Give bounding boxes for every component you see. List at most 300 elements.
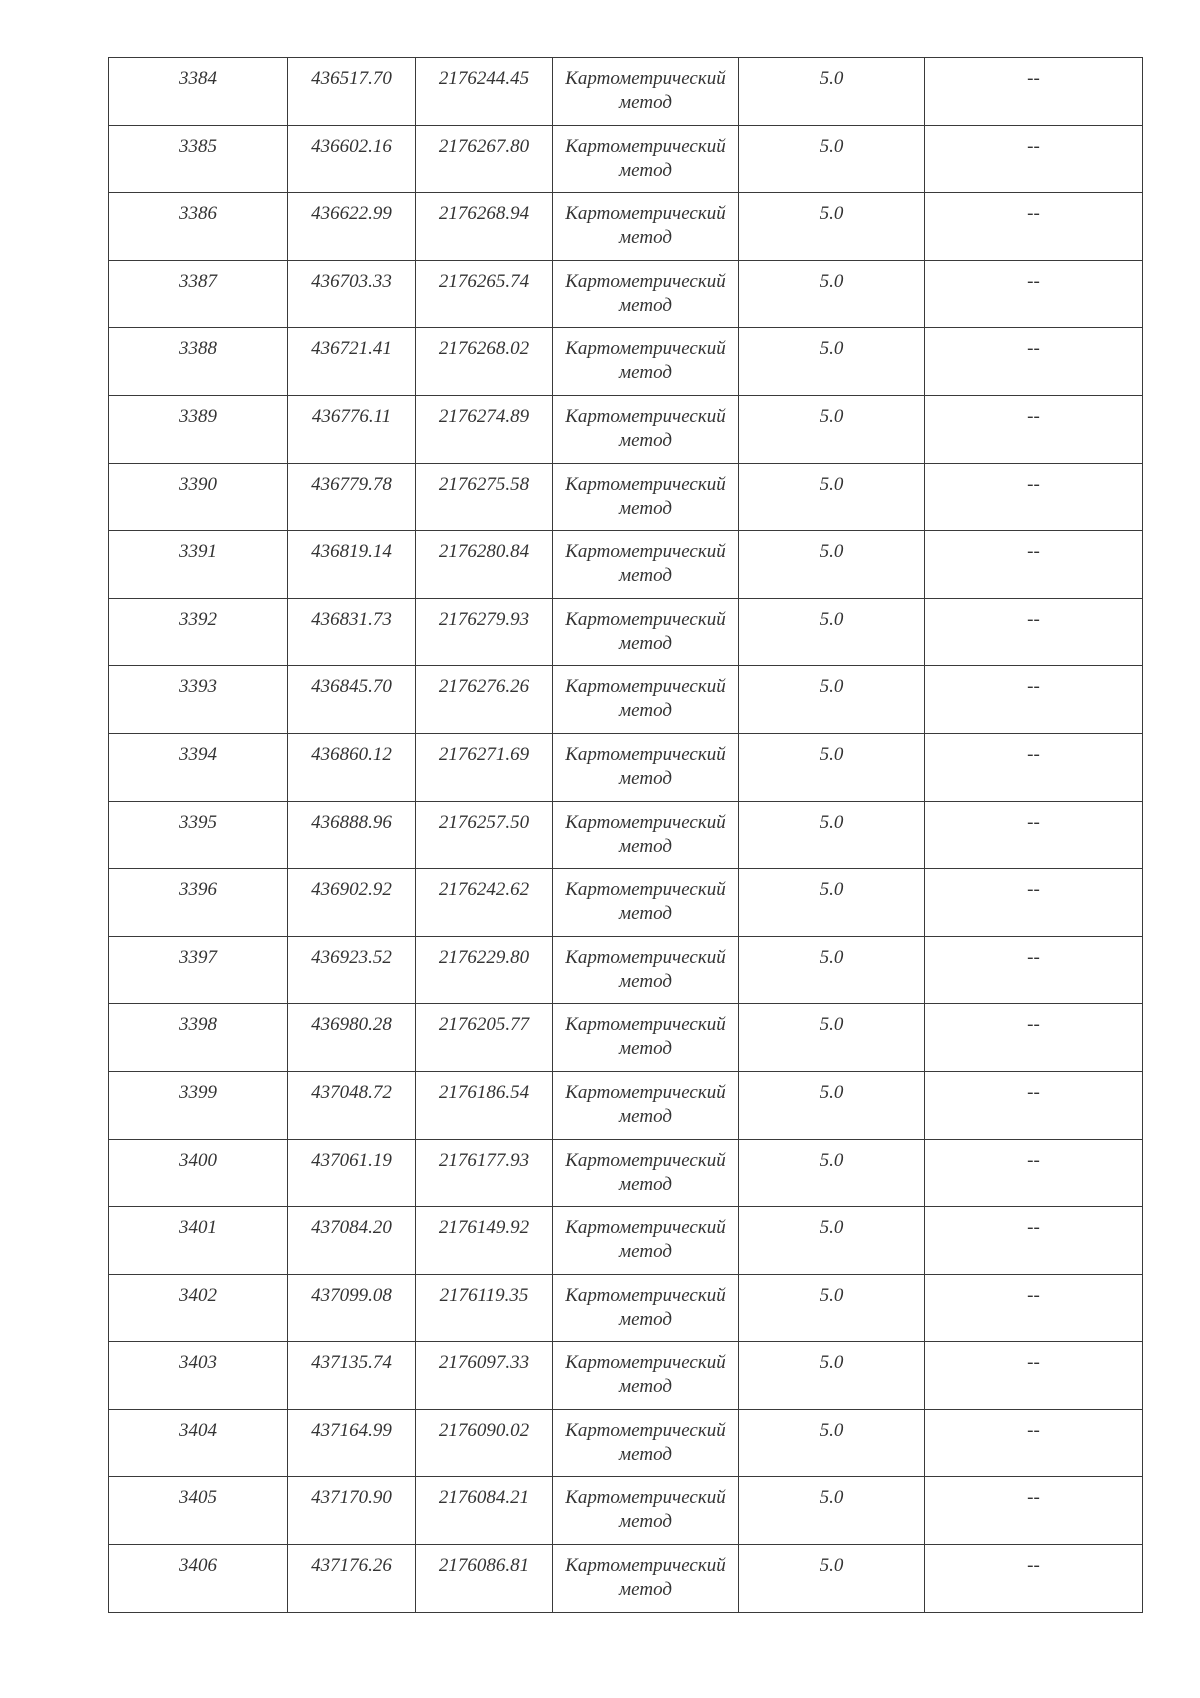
- method-method-line1-text: Картометрический: [565, 1284, 726, 1306]
- x-coordinate-text: 436779.78: [311, 473, 392, 495]
- point-number-text: 3397: [179, 946, 217, 968]
- description-text: --: [1027, 203, 1040, 225]
- table-row: [109, 1477, 1143, 1545]
- description-cell: [925, 1409, 1143, 1477]
- method-cell: [553, 1139, 739, 1207]
- accuracy-text: 5.0: [819, 270, 844, 292]
- y-coordinate-cell: [416, 463, 553, 531]
- point-number-text: 3399: [179, 1081, 217, 1103]
- method-method-line2-text: метод: [619, 294, 672, 316]
- point-number-text: 3396: [179, 879, 217, 901]
- method-cell: [553, 666, 739, 734]
- x-coordinate-cell: [288, 328, 416, 396]
- method-cell: [553, 936, 739, 1004]
- point-number-text: 3393: [179, 676, 217, 698]
- description-text: --: [1027, 338, 1040, 360]
- method-method-line1-text: Картометрический: [565, 811, 726, 833]
- point-number-text: 3401: [179, 1217, 217, 1239]
- description-text: --: [1027, 1555, 1040, 1577]
- point-number-text: 3392: [179, 608, 217, 630]
- method-method-line1-text: Картометрический: [565, 68, 726, 89]
- x-coordinate-text: 437099.08: [311, 1284, 392, 1306]
- point-number-cell: [109, 125, 288, 193]
- description-cell: [925, 1274, 1143, 1342]
- description-cell: [925, 936, 1143, 1004]
- accuracy-cell: [739, 733, 925, 801]
- method-method-line2-text: метод: [619, 835, 672, 857]
- table-row: [109, 58, 1143, 126]
- x-coordinate-cell: [288, 1342, 416, 1410]
- point-number-text: 3400: [179, 1149, 217, 1171]
- accuracy-cell: [739, 1071, 925, 1139]
- table-row: [109, 1207, 1143, 1275]
- method-method-line2-text: метод: [619, 700, 672, 722]
- description-text: --: [1027, 68, 1040, 89]
- accuracy-cell: [739, 869, 925, 937]
- y-coordinate-cell: [416, 666, 553, 734]
- x-coordinate-cell: [288, 733, 416, 801]
- method-method-line1-text: Картометрический: [565, 1081, 726, 1103]
- description-text: --: [1027, 473, 1040, 495]
- x-coordinate-text: 436923.52: [311, 946, 392, 968]
- y-coordinate-cell: [416, 869, 553, 937]
- description-cell: [925, 869, 1143, 937]
- table-row: [109, 801, 1143, 869]
- y-coordinate-text: 2176090.02: [438, 1419, 530, 1441]
- accuracy-text: 5.0: [819, 608, 844, 630]
- method-cell: [553, 463, 739, 531]
- accuracy-cell: [739, 328, 925, 396]
- y-coordinate-cell: [416, 1004, 553, 1072]
- method-method-line2-text: метод: [619, 767, 672, 789]
- y-coordinate-cell: [416, 1477, 553, 1545]
- y-coordinate-cell: [416, 1545, 553, 1613]
- accuracy-text: 5.0: [819, 1555, 844, 1577]
- method-method-line1-text: Картометрический: [565, 405, 726, 427]
- y-coordinate-text: 2176268.94: [438, 203, 530, 225]
- accuracy-text: 5.0: [819, 676, 844, 698]
- point-number-cell: [109, 1207, 288, 1275]
- accuracy-text: 5.0: [819, 811, 844, 833]
- x-coordinate-cell: [288, 1477, 416, 1545]
- description-text: --: [1027, 811, 1040, 833]
- method-method-line2-text: метод: [619, 632, 672, 654]
- point-number-cell: [109, 193, 288, 261]
- method-method-line2-text: метод: [619, 1038, 672, 1060]
- y-coordinate-cell: [416, 125, 553, 193]
- x-coordinate-text: 437170.90: [311, 1487, 392, 1509]
- point-number-cell: [109, 328, 288, 396]
- accuracy-text: 5.0: [819, 743, 844, 765]
- accuracy-cell: [739, 1409, 925, 1477]
- point-number-text: 3406: [179, 1555, 217, 1577]
- description-cell: [925, 1477, 1143, 1545]
- x-coordinate-text: 436819.14: [311, 541, 392, 563]
- accuracy-text: 5.0: [819, 946, 844, 968]
- point-number-text: 3385: [179, 135, 217, 157]
- table-row: [109, 328, 1143, 396]
- description-text: --: [1027, 879, 1040, 901]
- coordinates-table: [108, 57, 1143, 1613]
- point-number-cell: [109, 1477, 288, 1545]
- x-coordinate-text: 437135.74: [311, 1352, 392, 1374]
- method-cell: [553, 869, 739, 937]
- method-method-line1-text: Картометрический: [565, 676, 726, 698]
- description-cell: [925, 328, 1143, 396]
- method-method-line2-text: метод: [619, 362, 672, 384]
- point-number-cell: [109, 260, 288, 328]
- table-row: [109, 1274, 1143, 1342]
- x-coordinate-cell: [288, 58, 416, 126]
- point-number-text: 3391: [179, 541, 217, 563]
- table-row: [109, 531, 1143, 599]
- table-row: [109, 1342, 1143, 1410]
- point-number-text: 3398: [179, 1014, 217, 1036]
- point-number-cell: [109, 531, 288, 599]
- accuracy-cell: [739, 598, 925, 666]
- y-coordinate-cell: [416, 328, 553, 396]
- y-coordinate-text: 2176205.77: [438, 1014, 530, 1036]
- accuracy-cell: [739, 1139, 925, 1207]
- method-method-line1-text: Картометрический: [565, 473, 726, 495]
- accuracy-text: 5.0: [819, 1487, 844, 1509]
- method-cell: [553, 395, 739, 463]
- x-coordinate-text: 436831.73: [311, 608, 392, 630]
- description-cell: [925, 801, 1143, 869]
- method-method-line1-text: Картометрический: [565, 135, 726, 157]
- x-coordinate-text: 436517.70: [311, 68, 392, 89]
- accuracy-cell: [739, 58, 925, 126]
- accuracy-text: 5.0: [819, 1284, 844, 1306]
- method-method-line1-text: Картометрический: [565, 1555, 726, 1577]
- accuracy-text: 5.0: [819, 1217, 844, 1239]
- description-cell: [925, 193, 1143, 261]
- description-text: --: [1027, 1014, 1040, 1036]
- y-coordinate-text: 2176274.89: [438, 405, 530, 427]
- method-method-line2-text: метод: [619, 1173, 672, 1195]
- x-coordinate-text: 437084.20: [311, 1217, 392, 1239]
- table-row: [109, 193, 1143, 261]
- x-coordinate-cell: [288, 531, 416, 599]
- point-number-cell: [109, 733, 288, 801]
- method-cell: [553, 1409, 739, 1477]
- y-coordinate-text: 2176244.45: [438, 68, 530, 89]
- x-coordinate-text: 436776.11: [311, 405, 392, 427]
- method-cell: [553, 1071, 739, 1139]
- point-number-text: 3390: [179, 473, 217, 495]
- point-number-cell: [109, 58, 288, 126]
- y-coordinate-cell: [416, 1071, 553, 1139]
- method-cell: [553, 58, 739, 126]
- description-text: --: [1027, 1487, 1040, 1509]
- method-method-line2-text: метод: [619, 903, 672, 925]
- description-cell: [925, 1004, 1143, 1072]
- method-method-line1-text: Картометрический: [565, 1487, 726, 1509]
- point-number-text: 3402: [179, 1284, 217, 1306]
- point-number-text: 3387: [179, 270, 217, 292]
- description-text: --: [1027, 676, 1040, 698]
- point-number-cell: [109, 1342, 288, 1410]
- method-method-line2-text: метод: [619, 1511, 672, 1533]
- x-coordinate-cell: [288, 1545, 416, 1613]
- point-number-cell: [109, 666, 288, 734]
- accuracy-cell: [739, 801, 925, 869]
- description-cell: [925, 463, 1143, 531]
- description-cell: [925, 1342, 1143, 1410]
- point-number-cell: [109, 1409, 288, 1477]
- y-coordinate-cell: [416, 260, 553, 328]
- description-cell: [925, 666, 1143, 734]
- y-coordinate-text: 2176229.80: [438, 946, 530, 968]
- x-coordinate-cell: [288, 1139, 416, 1207]
- y-coordinate-text: 2176280.84: [438, 541, 530, 563]
- description-text: --: [1027, 743, 1040, 765]
- x-coordinate-text: 437048.72: [311, 1081, 392, 1103]
- point-number-cell: [109, 598, 288, 666]
- description-text: --: [1027, 1419, 1040, 1441]
- x-coordinate-cell: [288, 1207, 416, 1275]
- description-cell: [925, 1139, 1143, 1207]
- method-method-line1-text: Картометрический: [565, 203, 726, 225]
- y-coordinate-text: 2176186.54: [438, 1081, 530, 1103]
- method-method-line1-text: Картометрический: [565, 1217, 726, 1239]
- point-number-text: 3403: [179, 1352, 217, 1374]
- method-method-line1-text: Картометрический: [565, 338, 726, 360]
- point-number-cell: [109, 936, 288, 1004]
- point-number-text: 3384: [179, 68, 217, 89]
- y-coordinate-cell: [416, 1139, 553, 1207]
- x-coordinate-text: 437061.19: [311, 1149, 392, 1171]
- x-coordinate-cell: [288, 395, 416, 463]
- method-cell: [553, 801, 739, 869]
- y-coordinate-cell: [416, 1207, 553, 1275]
- point-number-cell: [109, 1004, 288, 1072]
- accuracy-text: 5.0: [819, 473, 844, 495]
- accuracy-text: 5.0: [819, 405, 844, 427]
- method-method-line2-text: метод: [619, 497, 672, 519]
- table-row: [109, 733, 1143, 801]
- method-method-line1-text: Картометрический: [565, 743, 726, 765]
- method-method-line2-text: метод: [619, 1579, 672, 1601]
- accuracy-cell: [739, 125, 925, 193]
- y-coordinate-cell: [416, 1274, 553, 1342]
- method-method-line1-text: Картометрический: [565, 1014, 726, 1036]
- point-number-cell: [109, 869, 288, 937]
- x-coordinate-cell: [288, 1071, 416, 1139]
- x-coordinate-cell: [288, 598, 416, 666]
- method-method-line1-text: Картометрический: [565, 879, 726, 901]
- x-coordinate-text: 436980.28: [311, 1014, 392, 1036]
- y-coordinate-text: 2176149.92: [438, 1217, 530, 1239]
- y-coordinate-cell: [416, 733, 553, 801]
- accuracy-cell: [739, 936, 925, 1004]
- x-coordinate-text: 436845.70: [311, 676, 392, 698]
- y-coordinate-text: 2176086.81: [438, 1555, 530, 1577]
- y-coordinate-text: 2176257.50: [438, 811, 530, 833]
- x-coordinate-text: 436888.96: [311, 811, 392, 833]
- y-coordinate-cell: [416, 531, 553, 599]
- description-text: --: [1027, 135, 1040, 157]
- description-cell: [925, 395, 1143, 463]
- accuracy-cell: [739, 1545, 925, 1613]
- y-coordinate-cell: [416, 395, 553, 463]
- accuracy-text: 5.0: [819, 879, 844, 901]
- point-number-text: 3394: [179, 743, 217, 765]
- accuracy-cell: [739, 395, 925, 463]
- coordinates-table-body: [109, 58, 1143, 1613]
- description-text: --: [1027, 541, 1040, 563]
- accuracy-text: 5.0: [819, 203, 844, 225]
- accuracy-cell: [739, 1274, 925, 1342]
- y-coordinate-text: 2176267.80: [438, 135, 530, 157]
- table-row: [109, 1004, 1143, 1072]
- y-coordinate-text: 2176268.02: [438, 338, 530, 360]
- point-number-text: 3404: [179, 1419, 217, 1441]
- method-cell: [553, 125, 739, 193]
- x-coordinate-cell: [288, 125, 416, 193]
- table-row: [109, 395, 1143, 463]
- method-method-line2-text: метод: [619, 1241, 672, 1263]
- y-coordinate-cell: [416, 936, 553, 1004]
- accuracy-cell: [739, 1477, 925, 1545]
- method-cell: [553, 1207, 739, 1275]
- description-cell: [925, 1071, 1143, 1139]
- y-coordinate-text: 2176119.35: [439, 1284, 529, 1306]
- description-text: --: [1027, 608, 1040, 630]
- description-text: --: [1027, 1081, 1040, 1103]
- method-method-line1-text: Картометрический: [565, 541, 726, 563]
- method-cell: [553, 598, 739, 666]
- x-coordinate-text: 436860.12: [311, 743, 392, 765]
- accuracy-cell: [739, 531, 925, 599]
- accuracy-text: 5.0: [819, 541, 844, 563]
- x-coordinate-text: 436622.99: [311, 203, 392, 225]
- table-row: [109, 1409, 1143, 1477]
- accuracy-cell: [739, 1342, 925, 1410]
- accuracy-text: 5.0: [819, 1081, 844, 1103]
- description-cell: [925, 125, 1143, 193]
- y-coordinate-cell: [416, 193, 553, 261]
- description-text: --: [1027, 1217, 1040, 1239]
- method-cell: [553, 1342, 739, 1410]
- accuracy-cell: [739, 260, 925, 328]
- method-cell: [553, 260, 739, 328]
- x-coordinate-text: 437164.99: [311, 1419, 392, 1441]
- table-row: [109, 598, 1143, 666]
- x-coordinate-text: 437176.26: [311, 1555, 392, 1577]
- method-method-line2-text: метод: [619, 159, 672, 181]
- x-coordinate-text: 436703.33: [311, 270, 392, 292]
- y-coordinate-cell: [416, 1342, 553, 1410]
- x-coordinate-text: 436902.92: [311, 879, 392, 901]
- accuracy-text: 5.0: [819, 1352, 844, 1374]
- method-cell: [553, 1274, 739, 1342]
- x-coordinate-cell: [288, 666, 416, 734]
- y-coordinate-text: 2176265.74: [438, 270, 530, 292]
- y-coordinate-cell: [416, 598, 553, 666]
- method-method-line2-text: метод: [619, 970, 672, 992]
- x-coordinate-cell: [288, 869, 416, 937]
- y-coordinate-text: 2176271.69: [438, 743, 530, 765]
- method-method-line2-text: метод: [619, 1376, 672, 1398]
- description-cell: [925, 1545, 1143, 1613]
- x-coordinate-cell: [288, 936, 416, 1004]
- y-coordinate-text: 2176276.26: [438, 676, 530, 698]
- table-row: [109, 463, 1143, 531]
- x-coordinate-cell: [288, 1274, 416, 1342]
- method-method-line1-text: Картометрический: [565, 270, 726, 292]
- description-text: --: [1027, 405, 1040, 427]
- accuracy-text: 5.0: [819, 68, 844, 89]
- x-coordinate-cell: [288, 193, 416, 261]
- x-coordinate-cell: [288, 1004, 416, 1072]
- point-number-text: 3386: [179, 203, 217, 225]
- method-method-line1-text: Картометрический: [565, 608, 726, 630]
- x-coordinate-text: 436721.41: [311, 338, 392, 360]
- method-method-line1-text: Картометрический: [565, 1419, 726, 1441]
- method-cell: [553, 1477, 739, 1545]
- method-method-line2-text: метод: [619, 1308, 672, 1330]
- y-coordinate-cell: [416, 1409, 553, 1477]
- method-method-line1-text: Картометрический: [565, 946, 726, 968]
- point-number-text: 3388: [179, 338, 217, 360]
- accuracy-cell: [739, 463, 925, 531]
- method-method-line1-text: Картометрический: [565, 1149, 726, 1171]
- point-number-cell: [109, 463, 288, 531]
- description-cell: [925, 1207, 1143, 1275]
- x-coordinate-text: 436602.16: [311, 135, 392, 157]
- point-number-cell: [109, 1545, 288, 1613]
- y-coordinate-text: 2176084.21: [438, 1487, 530, 1509]
- point-number-cell: [109, 1071, 288, 1139]
- point-number-cell: [109, 1274, 288, 1342]
- y-coordinate-cell: [416, 801, 553, 869]
- description-text: --: [1027, 1149, 1040, 1171]
- table-row: [109, 666, 1143, 734]
- x-coordinate-cell: [288, 1409, 416, 1477]
- point-number-cell: [109, 395, 288, 463]
- description-text: --: [1027, 946, 1040, 968]
- table-row: [109, 1071, 1143, 1139]
- method-method-line2-text: метод: [619, 227, 672, 249]
- x-coordinate-cell: [288, 463, 416, 531]
- method-cell: [553, 733, 739, 801]
- y-coordinate-text: 2176275.58: [438, 473, 530, 495]
- description-text: --: [1027, 1284, 1040, 1306]
- method-method-line2-text: метод: [619, 429, 672, 451]
- accuracy-text: 5.0: [819, 1149, 844, 1171]
- table-row: [109, 869, 1143, 937]
- description-cell: [925, 260, 1143, 328]
- method-cell: [553, 1004, 739, 1072]
- accuracy-cell: [739, 1004, 925, 1072]
- method-cell: [553, 328, 739, 396]
- accuracy-text: 5.0: [819, 135, 844, 157]
- method-method-line2-text: метод: [619, 1443, 672, 1465]
- point-number-text: 3405: [179, 1487, 217, 1509]
- table-row: [109, 260, 1143, 328]
- x-coordinate-cell: [288, 260, 416, 328]
- point-number-cell: [109, 1139, 288, 1207]
- description-cell: [925, 531, 1143, 599]
- description-cell: [925, 733, 1143, 801]
- y-coordinate-text: 2176097.33: [438, 1352, 530, 1374]
- table-row: [109, 1545, 1143, 1613]
- description-cell: [925, 58, 1143, 126]
- method-cell: [553, 1545, 739, 1613]
- table-row: [109, 1139, 1143, 1207]
- y-coordinate-text: 2176279.93: [438, 608, 530, 630]
